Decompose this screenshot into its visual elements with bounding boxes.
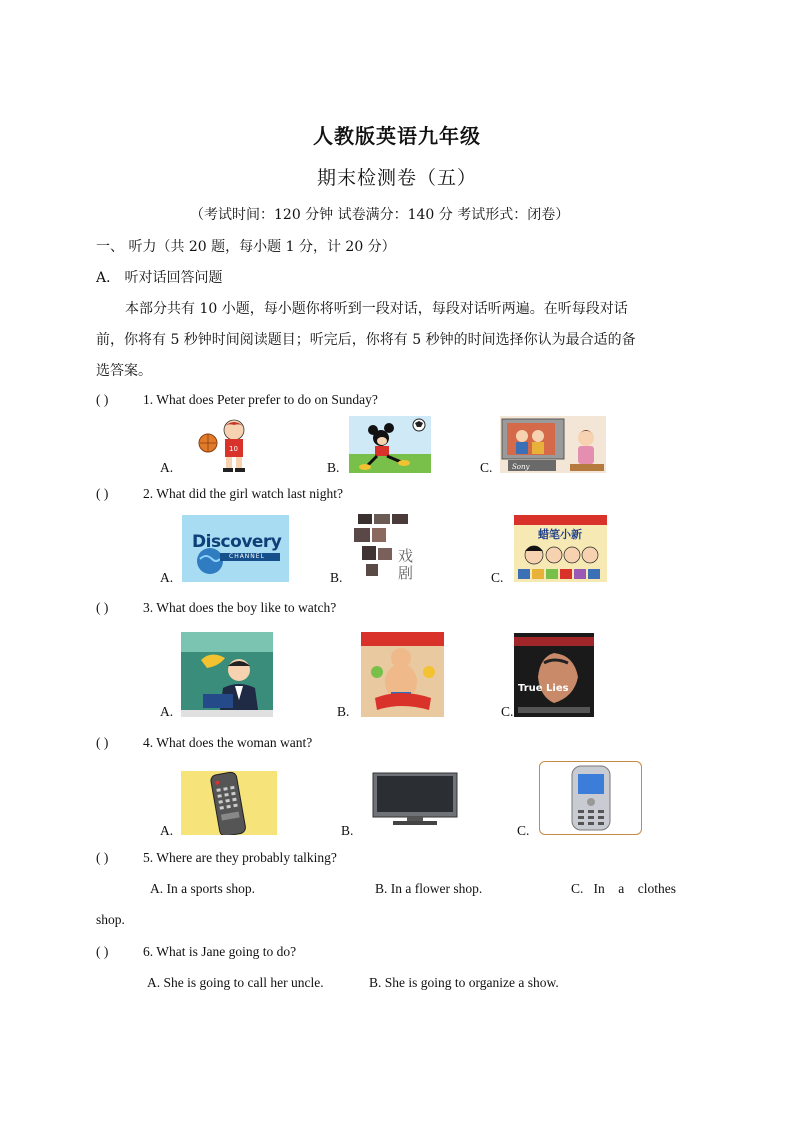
svg-text:10: 10 xyxy=(229,445,238,453)
answer-bracket[interactable]: ( ) xyxy=(96,392,109,407)
instructions-line: 前，你将有 5 秒钟时间阅读题目；听完后，你将有 5 秒钟的时间选择你认为最合适的备 xyxy=(96,332,636,348)
option-text: A. In a sports shop. xyxy=(150,881,255,896)
child-watching-tv-icon xyxy=(500,416,606,473)
exam-info: （考试时间：120 分钟 试卷满分：140 分 考试形式：闭卷） xyxy=(190,207,570,223)
basketball-player-icon xyxy=(196,417,262,473)
svg-text:Sony: Sony xyxy=(512,463,530,471)
mobile-phone-icon xyxy=(539,761,642,835)
question-text: 3. What does the boy like to watch? xyxy=(143,600,337,615)
option-label: B. xyxy=(327,460,340,475)
option-text: B. She is going to organize a show. xyxy=(369,975,559,990)
option-label: B. xyxy=(341,823,354,838)
comedy-poster-icon xyxy=(361,632,444,717)
question-text: 1. What does Peter prefer to do on Sunday? xyxy=(143,392,378,407)
option-label: C. xyxy=(480,460,493,475)
option-text: A. She is going to call her uncle. xyxy=(147,975,324,990)
option-label: C. xyxy=(501,704,514,719)
talk-show-poster-icon xyxy=(181,632,273,717)
option-label: A. xyxy=(160,460,174,475)
option-label: A. xyxy=(160,570,174,585)
option-text: B. In a flower shop. xyxy=(375,881,483,896)
movie-title: True Lies xyxy=(518,683,569,694)
answer-bracket[interactable]: ( ) xyxy=(96,600,109,615)
discovery-subtitle: CHANNEL xyxy=(229,553,265,560)
drama-label: 戏 剧 xyxy=(398,547,414,582)
page-title: 人教版英语九年级 xyxy=(313,124,481,148)
option-label: C. xyxy=(491,570,504,585)
option-text: C. In a clothes xyxy=(571,881,676,896)
question-text: 5. Where are they probably talking? xyxy=(143,850,337,865)
instructions-line: 本部分共有 10 小题，每小题你将听到一段对话，每段对话听两遍。在听每段对话 xyxy=(125,301,628,317)
cartoon-title: 蜡笔小新 xyxy=(538,528,582,541)
part-a-heading: A． 听对话回答问题 xyxy=(96,270,223,286)
option-label: A. xyxy=(160,823,174,838)
option-label: B. xyxy=(337,704,350,719)
remote-control-icon xyxy=(181,771,277,835)
discovery-title: Discovery xyxy=(192,532,282,552)
answer-bracket[interactable]: ( ) xyxy=(96,735,109,750)
question-text: 2. What did the girl watch last night? xyxy=(143,486,343,501)
option-label: A. xyxy=(160,704,174,719)
mickey-soccer-icon xyxy=(349,416,431,473)
question-text: 4. What does the woman want? xyxy=(143,735,313,750)
discovery-channel-logo xyxy=(182,515,289,582)
answer-bracket[interactable]: ( ) xyxy=(96,850,109,865)
question-text: 6. What is Jane going to do? xyxy=(143,944,297,959)
section-heading: 一、 听力（共 20 题，每小题 1 分，计 20 分） xyxy=(96,239,396,255)
option-label: C. xyxy=(517,823,530,838)
page-subtitle: 期末检测卷（五） xyxy=(316,167,477,189)
drama-collage-icon xyxy=(352,514,418,584)
option-label: B. xyxy=(330,570,343,585)
answer-bracket[interactable]: ( ) xyxy=(96,486,109,501)
cartoon-dvd-cover-icon xyxy=(514,515,607,582)
action-movie-poster-icon xyxy=(514,633,594,717)
instructions-line: 选答案。 xyxy=(96,363,152,379)
option-text: shop. xyxy=(96,912,125,927)
answer-bracket[interactable]: ( ) xyxy=(96,944,109,959)
flat-tv-icon xyxy=(371,771,459,827)
